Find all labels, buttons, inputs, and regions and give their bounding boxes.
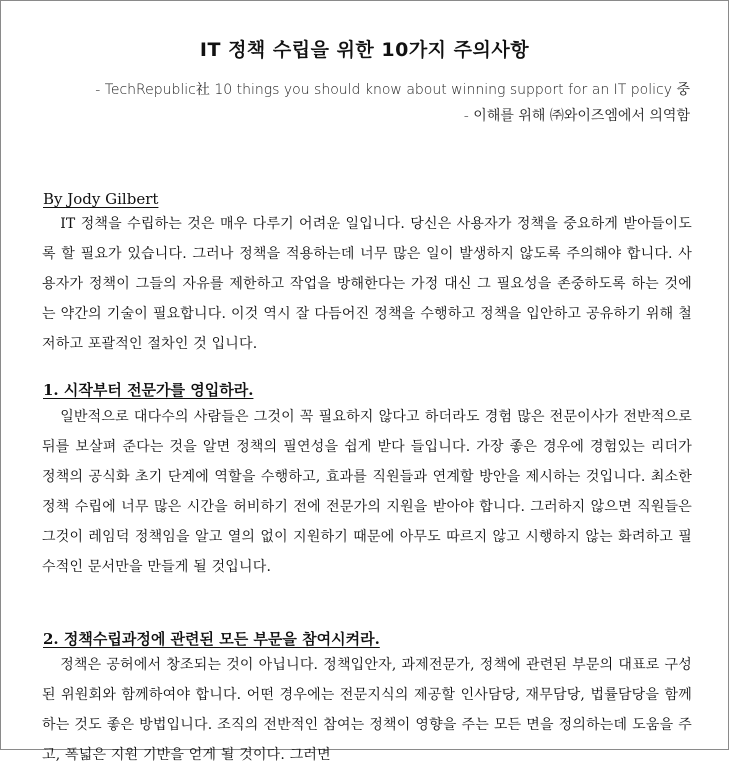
- source-line: - TechRepublic社 10 things you should know about winning support for an IT policy 중: [95, 82, 690, 98]
- section-heading: 1. 시작부터 전문가를 영입하라.: [43, 381, 254, 399]
- section-body: 정책은 공허에서 창조되는 것이 아닙니다. 정책입안자, 과제전문가, 정책에 관련된 부문의 대표로 구성된 위원회와 함께하여야 합니다. 어떤 경우에는 전문지식의 제공할 인사담당, 재무담당, 법률담당을 함께하는 것도 좋은 방법입니다. 조직의 전반적인 참여는 정책이 영향을 주는 모든 면을 정의하는데 도움을 주고, 폭넓은 지원 기반을 얻게 될 것이다. 그러면: [42, 657, 692, 763]
- section-body: 일반적으로 대다수의 사람들은 그것이 꼭 필요하지 않다고 하더라도 경험 많은 전문이사가 전반적으로 뒤를 보살펴 준다는 것을 알면 정책의 필연성을 쉽게 받다 들입니다. 가장 좋은 경우에 경험있는 리더가 정책의 공식화 초기 단계에 역할을 수행하고, 효과를 직원들과 연계할 방안을 제시하는 것입니다. 최소한 정책 수립에 너무 많은 시간을 허비하기 전에 전문가의 지원을 받아야 합니다. 그러하지 않으면 직원들은 그것이 레임덕 정책임을 알고 열의 없이 지원하기 때문에 아무도 따르지 않고 시행하지 않는 화려하고 필수적인 문서만을 만들게 될 것입니다.: [42, 409, 692, 575]
- translation-note: - 이해를 위해 ㈜와이즈엠에서 의역함: [463, 108, 690, 124]
- author-byline: By Jody Gilbert: [43, 190, 159, 208]
- section-heading: 2. 정책수립과정에 관련된 모든 부문을 참여시켜라.: [43, 630, 380, 648]
- intro-paragraph: IT 정책을 수립하는 것은 매우 다루기 어려운 일입니다. 당신은 사용자가 정책을 중요하게 받아들이도록 할 필요가 있습니다. 그러나 정책을 적용하는데 너무 많은 일이 발생하지 않도록 주의해야 합니다. 사용자가 정책이 그들의 자유를 제한하고 작업을 방해한다는 가정 대신 그 필요성을 존중하도록 하는 것에는 약간의 기술이 필요합니다. 이것 역시 잘 다듬어진 정책을 수행하고 정책을 입안하고 공유하기 위해 철저하고 포괄적인 절차인 것 입니다.: [42, 216, 692, 352]
- document-title: IT 정책 수립을 위한 10가지 주의사항: [199, 39, 530, 61]
